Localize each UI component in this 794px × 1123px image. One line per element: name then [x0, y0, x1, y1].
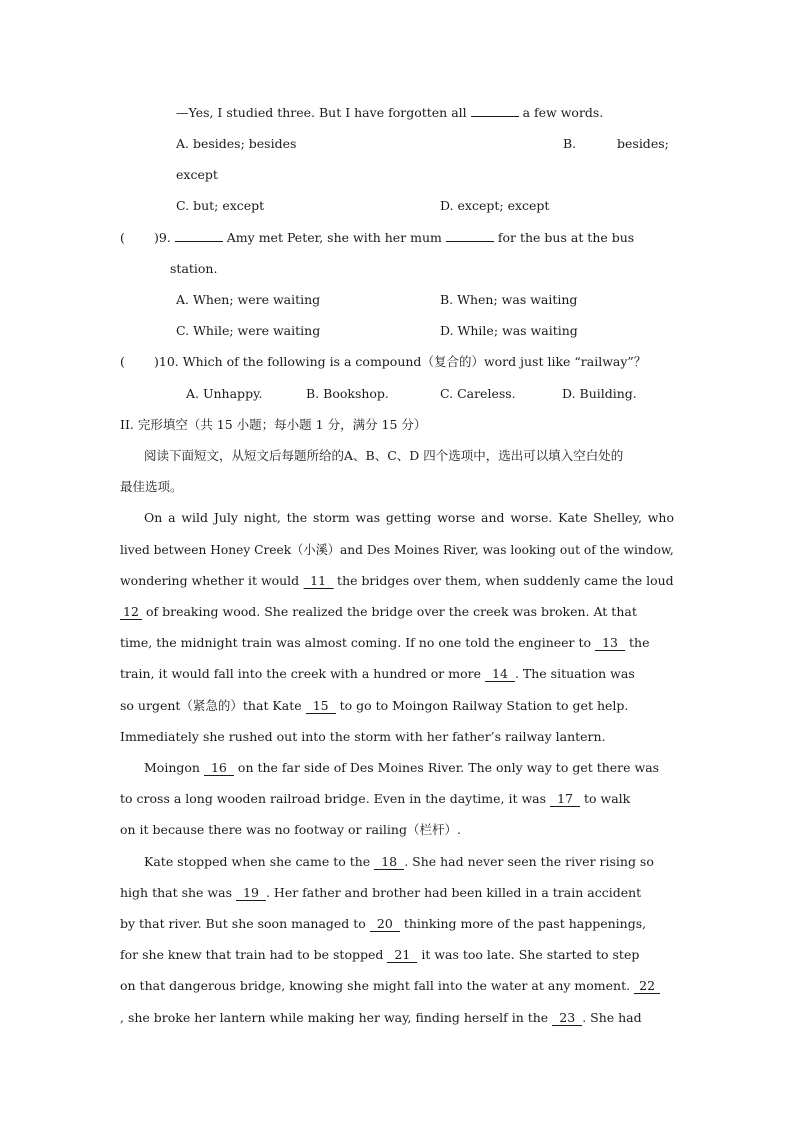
q9-option-b: B. When; was waiting: [440, 292, 578, 307]
passage-line: Kate stopped when she came to the 18 . She had never seen the river rising so: [144, 854, 654, 869]
q8-option-b-label: B.: [563, 136, 577, 151]
q9-option-c: C. While; were waiting: [176, 323, 321, 338]
q9-option-d: D. While; was waiting: [440, 323, 578, 338]
passage-line: , she broke her lantern while making her way, finding herself in the 23 . She had: [120, 1010, 642, 1025]
passage-line: on it because there was no footway or railing（栏杆）.: [120, 822, 461, 837]
q10-option-b: B. Bookshop.: [306, 386, 389, 401]
passage-line: Immediately she rushed out into the storm with her father’s railway lantern.: [120, 729, 606, 744]
section-instruction-cont: 最佳选项。: [120, 479, 183, 494]
passage-line: to cross a long wooden railroad bridge. Even in the daytime, it was 17 to walk: [120, 791, 631, 806]
passage-line: lived between Honey Creek（小溪）and Des Moines River, was looking out of the window,: [120, 542, 674, 557]
q8-option-d: D. except; except: [440, 198, 550, 213]
q9-paren: (: [120, 230, 125, 245]
cloze-blank-22: 22: [634, 979, 660, 994]
q10-option-c: C. Careless.: [440, 386, 516, 401]
passage-line: on that dangerous bridge, knowing she might fall into the water at any moment. 22: [120, 977, 660, 995]
q8-option-b-second: except: [176, 167, 218, 182]
q10-option-a: A. Unhappy.: [186, 386, 263, 401]
passage-line: Moingon 16 on the far side of Des Moines River. The only way to get there was: [144, 760, 660, 775]
q8-option-a: A. besides; besides: [176, 136, 297, 151]
q9-stem: )9. Amy met Peter, she with her mum for the bus at the bus: [154, 230, 635, 245]
passage-line: 12 of breaking wood. She realized the bridge over the creek was broken. At that: [120, 603, 637, 621]
q8-option-b-first: besides;: [617, 136, 669, 151]
cloze-blank-15: 15: [306, 699, 336, 714]
cloze-blank-20: 20: [370, 917, 400, 932]
passage-line: train, it would fall into the creek with a hundred or more 14 . The situation was: [120, 666, 635, 681]
passage-line: high that she was 19 . Her father and brother had been killed in a train accident: [120, 885, 642, 900]
q10-stem: )10. Which of the following is a compound（复合的）word just like “railway”？: [154, 354, 647, 369]
q9-option-a: A. When; were waiting: [176, 292, 321, 307]
passage-line: On a wild July night, the storm was getting worse and worse. Kate Shelley, who: [144, 510, 674, 525]
cloze-blank-12: 12: [120, 605, 142, 620]
passage-line: by that river. But she soon managed to 20 thinking more of the past happenings,: [120, 916, 647, 931]
q9-blank-1: [175, 229, 223, 242]
cloze-blank-16: 16: [204, 761, 234, 776]
passage-line: for she knew that train had to be stopped 21 it was too late. She started to step: [120, 947, 640, 962]
cloze-blank-19: 19: [236, 886, 266, 901]
cloze-blank-13: 13: [595, 636, 625, 651]
passage-line: time, the midnight train was almost coming. If no one told the engineer to 13 the: [120, 635, 650, 650]
q10-paren: (: [120, 354, 125, 369]
passage-line: wondering whether it would 11 the bridges over them, when suddenly came the loud: [120, 573, 674, 588]
cloze-blank-21: 21: [387, 948, 417, 963]
cloze-blank-17: 17: [550, 792, 580, 807]
q8-answer-line: —Yes, I studied three. But I have forgotten all a few words.: [176, 105, 604, 120]
cloze-blank-11: 11: [303, 574, 333, 589]
q8-blank: [471, 104, 519, 117]
cloze-blank-23: 23: [552, 1011, 582, 1026]
passage-line: so urgent（紧急的）that Kate 15 to go to Moingon Railway Station to get help.: [120, 698, 629, 713]
section-heading: II. 完形填空（共 15 小题；每小题 1 分，满分 15 分）: [120, 417, 427, 432]
cloze-blank-18: 18: [374, 855, 404, 870]
q8-option-c: C. but; except: [176, 198, 265, 213]
q9-stem-cont: station.: [170, 261, 218, 276]
q10-option-d: D. Building.: [562, 386, 637, 401]
cloze-blank-14: 14: [485, 667, 515, 682]
section-instruction: 阅读下面短文，从短文后每题所给的A、B、C、D 四个选项中，选出可以填入空白处的: [144, 448, 624, 463]
q9-blank-2: [446, 229, 494, 242]
